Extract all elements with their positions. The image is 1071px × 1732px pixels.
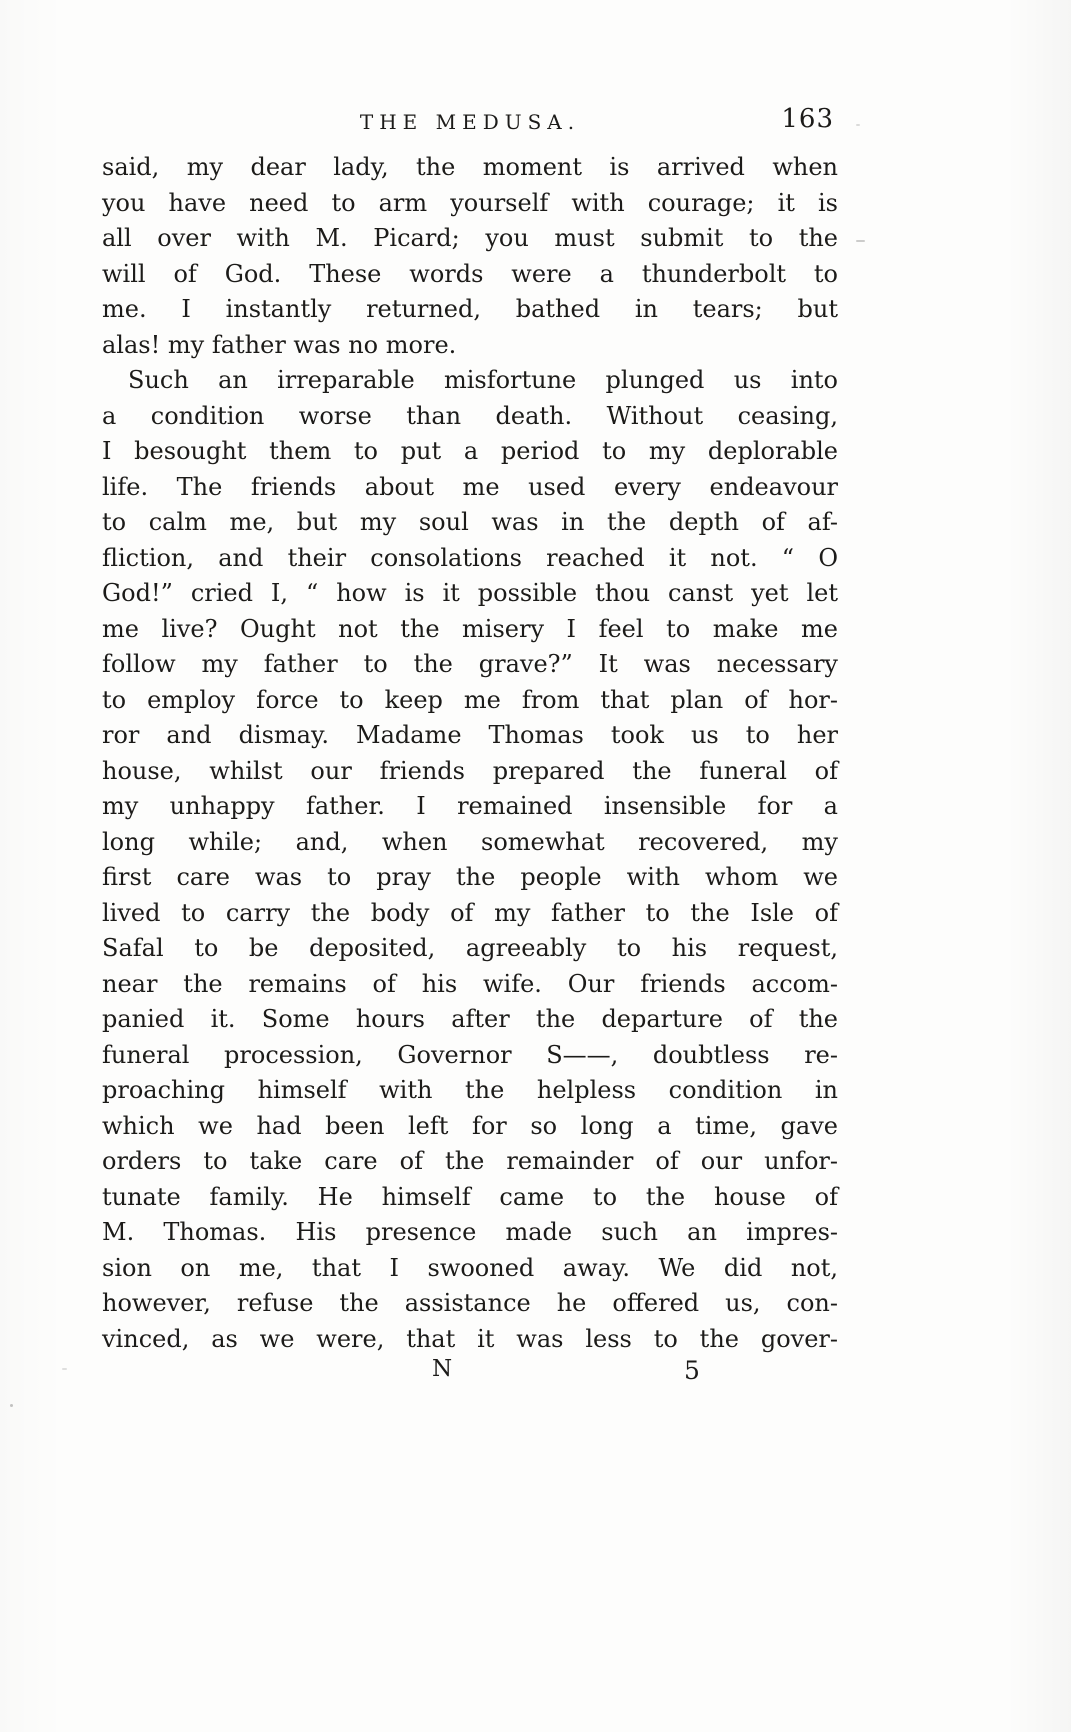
- text-line: first care was to pray the people with whom we: [102, 863, 838, 891]
- paragraph: [102, 363, 838, 1357]
- text-line: lived to carry the body of my father to the Isle of: [102, 898, 838, 927]
- text-line: sion on me, that I swooned away. We did not,: [102, 1253, 838, 1282]
- text-line: my unhappy father. I remained insensible for a: [102, 792, 838, 820]
- text-line: M. Thomas. His presence made such an impres-: [102, 1218, 838, 1246]
- text-line: follow my father to the grave?” It was necessary: [102, 650, 838, 678]
- text-line: proaching himself with the helpless condition in: [102, 1076, 838, 1104]
- text-line: long while; and, when somewhat recovered, my: [102, 827, 838, 856]
- footer-page-number: 5: [684, 1356, 700, 1385]
- text-line: near the remains of his wife. Our friends accom-: [102, 969, 838, 998]
- text-line: said, my dear lady, the moment is arrived when: [102, 153, 838, 181]
- text-line: vinced, as we were, that it was less to the gover-: [102, 1324, 838, 1353]
- page-footer: [102, 1356, 838, 1390]
- page-number: 163: [781, 104, 834, 134]
- text-line: which we had been left for so long a time, gave: [102, 1111, 838, 1140]
- page-body: [102, 150, 838, 1357]
- scan-artifact: [856, 124, 860, 126]
- text-line: I besought them to put a period to my deplorable: [102, 437, 838, 465]
- scan-artifact: [10, 1404, 13, 1407]
- text-line: to calm me, but my soul was in the depth of af-: [102, 508, 838, 536]
- text-line: me. I instantly returned, bathed in tears; but: [102, 295, 838, 323]
- text-line: life. The friends about me used every endeavour: [102, 472, 838, 501]
- scan-artifact: [62, 1368, 67, 1370]
- text-line: funeral procession, Governor S——, doubtless re-: [102, 1040, 838, 1069]
- text-line: alas! my father was no more.: [102, 330, 457, 359]
- text-line: house, whilst our friends prepared the funeral of: [102, 756, 838, 785]
- signature-mark: N: [432, 1356, 453, 1382]
- text-line: panied it. Some hours after the departure of the: [102, 1005, 838, 1033]
- text-line: a condition worse than death. Without ceasing,: [102, 401, 838, 430]
- text-line: will of God. These words were a thunderbolt to: [102, 259, 838, 288]
- text-line: tunate family. He himself came to the house of: [102, 1182, 838, 1211]
- text-line: you have need to arm yourself with courage; it is: [102, 188, 838, 217]
- text-line: me live? Ought not the misery I feel to make me: [102, 614, 838, 643]
- text-line: fliction, and their consolations reached it not. “ O: [102, 543, 838, 572]
- running-title: THE MEDUSA.: [359, 110, 581, 134]
- text-column: [102, 104, 838, 1357]
- text-line: to employ force to keep me from that plan of hor-: [102, 685, 838, 714]
- page-header: [102, 104, 838, 150]
- text-line: God!” cried I, “ how is it possible thou canst yet let: [102, 579, 838, 607]
- text-line: Such an irreparable misfortune plunged us into: [128, 366, 838, 394]
- paragraph: [102, 150, 838, 363]
- scan-artifact: [856, 240, 865, 242]
- text-line: ror and dismay. Madame Thomas took us to her: [102, 721, 838, 749]
- text-line: orders to take care of the remainder of our unfor-: [102, 1147, 838, 1175]
- text-line: Safal to be deposited, agreeably to his request,: [102, 934, 838, 962]
- text-line: all over with M. Picard; you must submit to the: [102, 224, 838, 252]
- text-line: however, refuse the assistance he offered us, con-: [102, 1289, 838, 1317]
